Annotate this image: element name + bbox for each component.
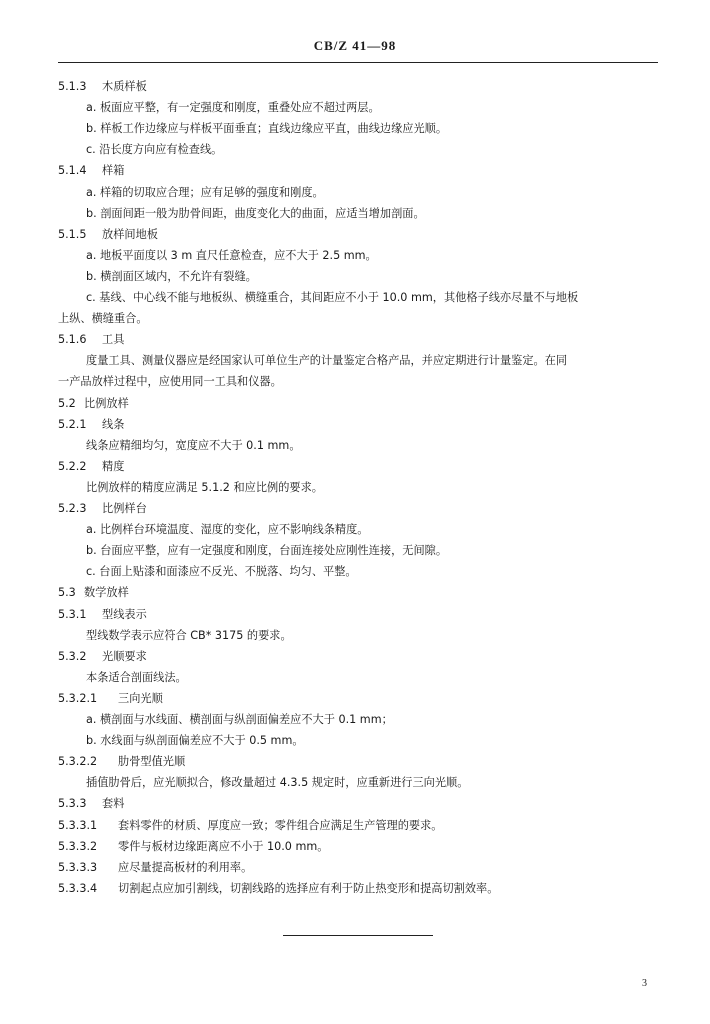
line-text: c. 沿长度方向应有检查线。	[86, 143, 223, 157]
line-text: 线条	[102, 417, 125, 431]
section-number: 5.1.6	[58, 333, 87, 347]
paragraph-line	[86, 121, 447, 137]
paragraph-line	[58, 374, 282, 390]
footer-rule	[283, 935, 433, 936]
line-text: 切割起点应加引割线，切割线路的选择应有利于防止热变形和提高切割效率。	[118, 881, 499, 895]
section-heading	[58, 585, 129, 601]
section-heading	[58, 881, 498, 897]
section-number: 5.3.1	[58, 607, 87, 621]
paragraph-line	[86, 353, 567, 369]
line-text: a. 比例样台环境温度、湿度的变化，应不影响线条精度。	[86, 523, 369, 537]
line-text: 套料零件的材质、厚度应一致；零件组合应满足生产管理的要求。	[118, 818, 443, 832]
line-text: 样箱	[102, 164, 125, 178]
section-number: 5.3.3.3	[58, 860, 98, 874]
paragraph-line	[86, 290, 578, 306]
section-heading	[58, 501, 147, 517]
paragraph-line	[86, 269, 257, 285]
line-text: 精度	[102, 459, 125, 473]
header-rule	[58, 62, 658, 63]
paragraph-line	[86, 628, 292, 644]
line-text: 工具	[102, 333, 125, 347]
section-heading	[58, 332, 124, 348]
line-text: 比例放样	[84, 396, 129, 410]
paragraph-line	[86, 185, 324, 201]
line-text: b. 剖面间距一般为肋骨间距，曲度变化大的曲面，应适当增加剖面。	[86, 206, 425, 220]
line-text: b. 台面应平整，应有一定强度和刚度，台面连接处应刚性连接，无间隙。	[86, 544, 448, 558]
line-text: a. 地板平面度以 3 m 直尺任意检查，应不大于 2.5 mm。	[86, 248, 377, 262]
line-text: 数学放样	[84, 586, 129, 600]
paragraph-line	[86, 712, 393, 728]
line-text: b. 横剖面区域内，不允许有裂缝。	[86, 269, 257, 283]
paragraph-line	[86, 206, 425, 222]
line-text: 放样间地板	[102, 227, 158, 241]
section-number: 5.2	[58, 396, 76, 410]
line-text: c. 基线、中心线不能与地板纵、横缝重合，其间距应不小于 10.0 mm，其他格子线亦尽量不与地板	[86, 291, 579, 304]
line-text: 度量工具、测量仪器应是经国家认可单位生产的计量鉴定合格产品，并应定期进行计量鉴定。在同	[86, 354, 568, 368]
section-number: 5.3.3.4	[58, 881, 98, 895]
line-text: 比例放样的精度应满足 5.1.2 和应比例的要求。	[86, 480, 323, 494]
line-text: 套料	[102, 797, 125, 811]
line-text: 比例样台	[102, 502, 147, 515]
line-text: 一产品放样过程中，应使用同一工具和仪器。	[58, 375, 282, 389]
section-heading	[58, 227, 158, 243]
section-number: 5.3.2	[58, 649, 87, 663]
line-text: 本条适合剖面线法。	[86, 670, 187, 684]
paragraph-line	[86, 480, 323, 496]
line-text: a. 横剖面与水线面、横剖面与纵剖面偏差应不大于 0.1 mm；	[86, 713, 393, 726]
page-number: 3	[642, 978, 647, 989]
line-text: a. 样箱的切取应合理；应有足够的强度和刚度。	[86, 185, 324, 199]
section-number: 5.3.2.1	[58, 691, 98, 705]
paragraph-line	[86, 775, 468, 791]
section-heading	[58, 860, 252, 876]
line-text: 插值肋骨后，应光顺拟合，修改量超过 4.3.5 规定时，应重新进行三向光顺。	[86, 776, 469, 790]
section-heading	[58, 839, 328, 855]
section-number: 5.3.3.1	[58, 818, 98, 832]
section-heading	[58, 796, 124, 812]
paragraph-line	[86, 564, 357, 580]
section-number: 5.3.3	[58, 797, 87, 811]
section-heading	[58, 417, 124, 433]
line-text: 线条应精细均匀，宽度应不大于 0.1 mm。	[86, 438, 301, 452]
section-heading	[58, 818, 442, 834]
line-text: b. 样板工作边缘应与样板平面垂直；直线边缘应平直，曲线边缘应光顺。	[86, 122, 448, 136]
line-text: 光顺要求	[102, 649, 147, 663]
section-number: 5.2.1	[58, 417, 87, 431]
paragraph-line	[86, 670, 187, 686]
section-number: 5.2.3	[58, 502, 87, 515]
line-text: 应尽量提高板材的利用率。	[118, 860, 253, 874]
line-text: 木质样板	[102, 80, 147, 93]
paragraph-line	[86, 100, 380, 116]
section-number: 5.1.3	[58, 80, 87, 93]
section-number: 5.2.2	[58, 459, 87, 473]
section-number: 5.3	[58, 586, 76, 600]
line-text: 型线数学表示应符合 CB* 3175 的要求。	[86, 628, 292, 642]
paragraph-line	[86, 142, 222, 158]
line-text: 零件与板材边缘距离应不小于 10.0 mm。	[118, 839, 329, 853]
line-text: c. 台面上贴漆和面漆应不反光、不脱落、均匀、平整。	[86, 565, 357, 579]
paragraph-line	[86, 438, 301, 454]
paragraph-line	[86, 733, 304, 749]
section-heading	[58, 691, 163, 707]
paragraph-line	[86, 522, 368, 538]
section-heading	[58, 459, 124, 475]
section-number: 5.3.3.2	[58, 839, 98, 853]
line-text: b. 水线面与纵剖面偏差应不大于 0.5 mm。	[86, 734, 304, 748]
paragraph-line	[86, 543, 447, 559]
paragraph-line	[86, 248, 377, 264]
page-header: CB/Z 41—98	[313, 38, 397, 53]
section-heading	[58, 649, 147, 665]
section-number: 5.1.5	[58, 227, 87, 241]
section-heading	[58, 79, 147, 95]
paragraph-line	[58, 311, 148, 327]
section-number: 5.1.4	[58, 164, 87, 178]
line-text: 上纵、横缝重合。	[58, 312, 148, 326]
section-heading	[58, 754, 185, 770]
section-heading	[58, 607, 147, 623]
line-text: 三向光顺	[118, 691, 163, 705]
line-text: a. 板面应平整，有一定强度和刚度，重叠处应不超过两层。	[86, 101, 380, 115]
line-text: 型线表示	[102, 607, 147, 621]
section-heading	[58, 396, 129, 412]
section-number: 5.3.2.2	[58, 755, 98, 769]
section-heading	[58, 163, 124, 179]
line-text: 肋骨型值光顺	[118, 755, 186, 769]
